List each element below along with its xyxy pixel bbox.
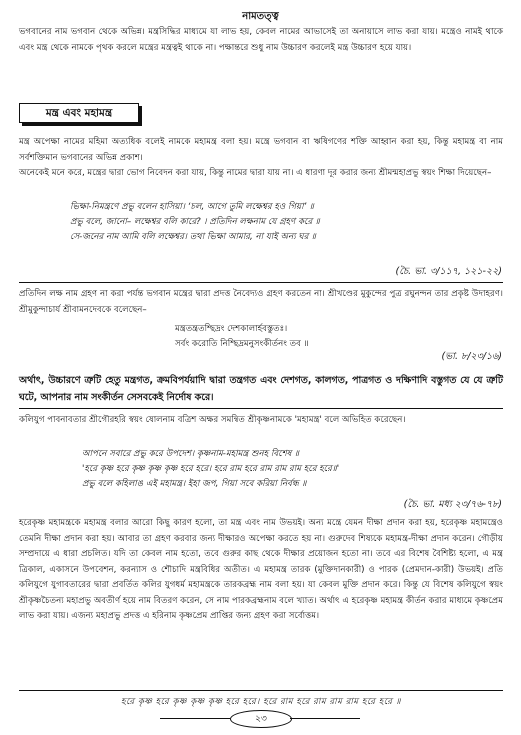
paragraph-2: অনেকেই মনে করে, মন্ত্রের দ্বারা ভোগ নিবেদন করা যায়, কিন্তু নামের দ্বারা যায় না। এ ধারণা দূর করার জন্য শ্রীমন্মহাপ্রভু স্বয়ং শিক্ষা দিয়েছেন–	[19, 168, 492, 178]
page-number-line-right	[290, 718, 360, 719]
divider	[19, 282, 503, 283]
section-heading: মন্ত্র এবং মহামন্ত্র	[19, 103, 139, 123]
paragraph-1: মন্ত্র অপেক্ষা নামের মহিমা অত্যধিক বলেই নামকে মহামন্ত্র বলা হয়। মন্ত্রে ভগবান বা ঋষিগণের শক্তি আহ্বান করা হয়, কিন্তু মহামন্ত্র বা নাম সর্বশক্তিমান ভগবানের অভিন্ন প্রকাশ।	[19, 137, 503, 163]
page-number-line-left	[160, 718, 230, 719]
verse-line: মন্ত্রতন্ত্রতশ্ছিদ্রং দেশকালার্হবস্তুতঃ।	[175, 324, 288, 334]
footer-rule	[19, 690, 503, 691]
verse-line: প্রভু বলে, জানো– লক্ষেশ্বর বলি কারে? । প্রতিদিন লক্ষনাম যে গ্রহণ করে ॥	[70, 217, 320, 227]
footer-mantra: হরে কৃষ্ণ হরে কৃষ্ণ কৃষ্ণ কৃষ্ণ হরে হরে। হরে রাম হরে রাম রাম রাম হরে হরে ॥	[120, 697, 402, 707]
verse-reference-3: (চৈ. ভা. মধ্য ২৩/৭৬-৭৮)	[403, 499, 502, 510]
page-number: ২৩	[230, 710, 292, 728]
verse-block-1	[70, 200, 320, 245]
verse-line: আপনে সবারে প্রভু করে উপদেশ। কৃষ্ণনাম-মহামন্ত্র শুনহ বিশেষ ॥	[82, 449, 299, 459]
verse-line: প্রভু বলে কহিলাঙ এই মহামন্ত্র। ইহা জপ, গিয়া সবে করিয়া নির্বন্ধ ॥	[82, 479, 307, 489]
verse-line: ভিক্ষা-নিমন্ত্রণে প্রভু বলেন হাসিয়া। ‘চল, আগে তুমি লক্ষেশ্বর হও গিয়া’ ॥	[70, 202, 314, 212]
verse-line: সে-জনের নাম আমি বলি লক্ষেশ্বর। তথা ভিক্ষা আমার, না যাই অন্য ঘর ॥	[70, 232, 316, 242]
running-head-title: নামতত্ত্ব	[242, 11, 279, 22]
verse-line: সর্বং করোতি নিশ্ছিদ্রমনুসংকীর্তনং তব ॥	[175, 339, 309, 349]
verse-block-2	[82, 447, 339, 492]
intro-paragraph: ভগবানের নাম ভগবান থেকে অভিন্ন। মন্ত্রসিদ্ধির মাধ্যমে যা লাভ হয়, কেবল নামের আভাসেই তা অনায়াসে লাভ করা যায়। মন্ত্রেও নামই থাকে এবং মন্ত্র থেকে নামকে পৃথক করলে মন্ত্রের মন্ত্রত্বই থাকে না। পক্ষান্তরে শুধু নাম উচ্চারণ করলেই মন্ত্র উচ্চারণ হয়ে যায়।	[19, 27, 503, 53]
divider	[19, 408, 503, 409]
sanskrit-verse	[175, 322, 309, 352]
verse-reference-2: (ভা. ৮/২৩/১৬)	[441, 351, 502, 362]
paragraph-5: হরেকৃষ্ণ মহামন্ত্রকে মহামন্ত্র বলার আরো কিছু কারণ হলো, তা মন্ত্র এবং নাম উভয়ই। অন্য মন্ত্রে যেমন দীক্ষা প্রদান করা হয়, হরেকৃষ্ণ মহামন্ত্রেও তেমনি দীক্ষা প্রদান করা হয়। আবার তা গ্রহণ করবার জন্য দীক্ষারও অপেক্ষা করতে হয় না। গুরুদেব শিষ্যকে মহামন্ত্র-দীক্ষা প্রদান করেন। গৌড়ীয় সম্প্রদায়ে এ ধারা প্রচলিত। যদি তা কেবল নাম হতো, তবে গুরুর কাছ থেকে দীক্ষার প্রয়োজন হতো না। তবে এর বিশেষ বৈশিষ্ট্য হলো, এ মন্ত্র ত্রিকাল, একাসনে উপবেশন, করন্যাস ও শৌচাদি মন্ত্রবিধির অতীত। এ মহামন্ত্র তারক (মুক্তিদানকারী) ও পারক (প্রেমদান-কারী) উভয়ই। প্রতি কলিযুগে যুগাবতারের দ্বারা প্রবর্তিত কলির যুগধর্ম মহামন্ত্রকে তারকব্রহ্ম নাম বলা হয়। যা কেবল মুক্তি প্রদান করে। কিন্তু যে বিশেষ কলিযুগে স্বয়ং শ্রীকৃষ্ণচৈতন্য মহাপ্রভু অবতীর্ণ হয়ে নাম বিতরণ করেন, সে নাম পারকব্রহ্মনাম বলে খ্যাত। অর্থাৎ এ হরেকৃষ্ণ মহামন্ত্র কীর্তন করার মাধ্যমে কৃষ্ণপ্রেম লাভ করা যায়। এজন্য মহাপ্রভু প্রদত্ত এ হরিনাম কৃষ্ণপ্রেম প্রাপ্তির জন্য গ্রহণ করা সর্বোত্তম।	[19, 518, 503, 621]
paragraph-3: প্রতিদিন লক্ষ নাম গ্রহণ না করা পর্যন্ত ভগবান মন্ত্রের দ্বারা প্রদত্ত নৈবেদ্যও গ্রহণ করতেন না। শ্রীখণ্ডের মুকুন্দের পুত্র রঘুনন্দন তার প্রকৃষ্ট উদাহরণ। শ্রীমুকুন্দাচার্য শ্রীবামনদেবকে বলেছেন–	[19, 289, 503, 315]
paragraph-4: কলিযুগ পাবনাবতার শ্রীগৌরহরি স্বয়ং ষোলনাম বত্রিশ অক্ষর সমন্বিত শ্রীকৃষ্ণনামকে 'মহামন্ত্র' বলে অভিহিত করেছেন।	[19, 415, 406, 425]
verse-line: 'হরে কৃষ্ণ হরে কৃষ্ণ কৃষ্ণ কৃষ্ণ হরে হরে। হরে রাম হরে রাম রাম রাম হরে হরে॥'	[82, 464, 340, 474]
translation-paragraph: অর্থাৎ, উচ্চারণে ত্রুটি হেতু মন্ত্রগত, ক্রমবিপর্যয়াদি দ্বারা তন্ত্রগত এবং দেশগত, কালগত, পাত্রগত ও দক্ষিণাদি বস্তুগত যে যে ত্রুটি ঘটে, আপনার নাম সংকীর্তন সেসবকেই নির্দোষ করে।	[19, 375, 503, 403]
verse-reference-1: (চৈ. ভা. ৩/১১৭, ১২১-২২)	[395, 266, 502, 277]
